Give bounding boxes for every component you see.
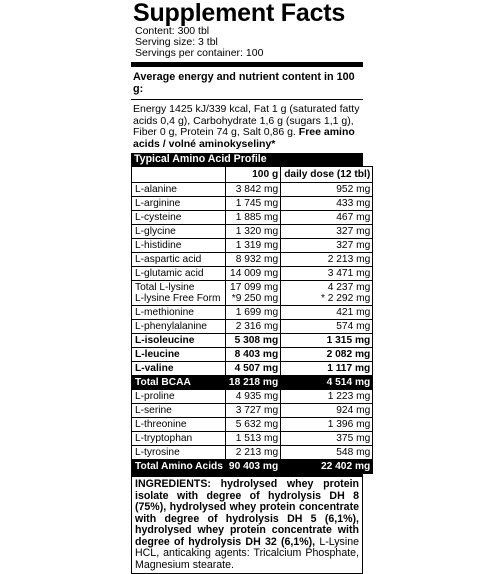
table-row xyxy=(132,334,373,348)
table-row xyxy=(132,390,373,404)
amino-name-cell xyxy=(132,334,226,348)
amount-100g-cell xyxy=(225,404,280,418)
amount-100g-cell-value: 18 218 mg xyxy=(228,377,279,388)
amount-100g-cell-value-secondary: *9 250 mg xyxy=(231,293,279,304)
amino-name-cell xyxy=(132,267,226,281)
amount-100g-cell-value: 4 507 mg xyxy=(234,363,279,374)
amount-100g-cell-value: 8 932 mg xyxy=(235,254,279,265)
daily-dose-cell xyxy=(281,225,373,239)
amount-100g-cell xyxy=(225,197,280,211)
amino-name-cell xyxy=(132,225,226,239)
amount-100g-cell-value: 2 213 mg xyxy=(235,447,279,458)
daily-dose-cell-value: 1 315 mg xyxy=(326,335,371,346)
daily-dose-cell xyxy=(281,404,373,418)
daily-dose-cell-value: 433 mg xyxy=(336,198,371,209)
amino-name-cell xyxy=(132,390,226,404)
amount-100g-cell xyxy=(225,362,280,376)
amino-name-cell xyxy=(132,306,226,320)
amount-100g-cell-value: 1 320 mg xyxy=(235,226,279,237)
daily-dose-cell-value: 1 117 mg xyxy=(327,363,371,374)
daily-dose-cell-value: 4 237 mg xyxy=(327,282,371,293)
daily-dose-cell xyxy=(281,334,373,348)
amino-name-cell-value: L-glycine xyxy=(135,226,176,237)
amino-name-cell-value: L-valine xyxy=(135,363,174,374)
table-row xyxy=(132,362,373,376)
daily-dose-cell-value: 952 mg xyxy=(336,184,371,195)
table-row xyxy=(132,267,373,281)
amino-name-cell-value: Total Amino Acids xyxy=(135,461,223,472)
amino-name-cell-value: L-isoleucine xyxy=(135,335,195,346)
amino-name-cell xyxy=(132,446,226,460)
daily-dose-cell xyxy=(281,446,373,460)
servings-line: Servings per container: 100 xyxy=(135,47,264,59)
amount-100g-cell xyxy=(225,239,280,253)
daily-dose-cell xyxy=(281,362,373,376)
amount-100g-cell-value: 1 885 mg xyxy=(235,212,279,223)
amount-100g-cell xyxy=(225,376,280,390)
daily-dose-cell-value: 22 402 mg xyxy=(320,461,371,472)
daily-dose-cell xyxy=(281,281,373,306)
daily-dose-cell-value: 1 396 mg xyxy=(327,419,371,430)
amino-acid-table xyxy=(131,166,373,474)
daily-dose-cell-value: 327 mg xyxy=(336,226,371,237)
amount-100g-cell-value: 3 727 mg xyxy=(235,405,279,416)
table-row xyxy=(132,183,373,197)
amount-100g-cell-value: 14 009 mg xyxy=(230,268,279,279)
amino-profile-heading: Typical Amino Acid Profile xyxy=(131,153,363,166)
amount-100g-cell xyxy=(225,348,280,362)
amino-name-cell-value: Total BCAA xyxy=(135,377,191,388)
table-row xyxy=(132,197,373,211)
amino-name-cell-value-secondary: L-lysine Free Form xyxy=(135,293,221,304)
amount-100g-cell-value: 4 935 mg xyxy=(235,391,279,402)
daily-dose-cell-value: 327 mg xyxy=(336,240,371,251)
energy-heading: Average energy and nutrient content in 100 g: xyxy=(131,67,363,100)
table-row xyxy=(132,460,373,474)
amount-100g-cell-value: 3 842 mg xyxy=(235,184,279,195)
table-row xyxy=(132,418,373,432)
amount-100g-cell xyxy=(225,211,280,225)
table-row xyxy=(132,211,373,225)
amino-name-cell xyxy=(132,404,226,418)
table-row xyxy=(132,446,373,460)
daily-dose-cell-value: 421 mg xyxy=(336,307,371,318)
amino-name-cell xyxy=(132,211,226,225)
table-row xyxy=(132,281,373,306)
table-row xyxy=(132,306,373,320)
amount-100g-cell xyxy=(225,432,280,446)
amount-100g-cell xyxy=(225,306,280,320)
amino-name-cell-value: Total L-lysine xyxy=(135,282,195,293)
ingredients-bold-text: INGREDIENTS: hydrolysed whey protein isolate with degree of hydrolysis DH 8 (75%), hydrolysed whey protein concentrate with degree of hydrolysis DH 5 (6,1%), hydrolysed whey protein concentrate with degree of hydrolysis DH 32 (6,1%), xyxy=(135,478,359,548)
daily-dose-cell-value: 4 514 mg xyxy=(326,377,371,388)
amino-name-cell-value: L-aspartic acid xyxy=(135,254,202,265)
daily-dose-cell xyxy=(281,239,373,253)
amount-100g-cell xyxy=(225,183,280,197)
daily-dose-cell xyxy=(281,197,373,211)
amount-100g-cell xyxy=(225,253,280,267)
table-row xyxy=(132,376,373,390)
daily-dose-cell-value: 467 mg xyxy=(336,212,371,223)
header-name-cell xyxy=(132,167,226,183)
amount-100g-cell-value: 1 319 mg xyxy=(235,240,279,251)
daily-dose-cell xyxy=(281,418,373,432)
daily-dose-cell xyxy=(281,253,373,267)
free-amino-note: Free amino acids / volné aminokyseliny* xyxy=(133,126,355,150)
daily-dose-cell-value: 2 082 mg xyxy=(326,349,371,360)
amount-100g-cell xyxy=(225,418,280,432)
daily-dose-cell-value: 924 mg xyxy=(336,405,371,416)
amount-100g-cell-value: 90 403 mg xyxy=(228,461,279,472)
amino-name-cell-value: L-tyrosine xyxy=(135,447,180,458)
amount-100g-cell xyxy=(225,281,280,306)
amino-name-cell xyxy=(132,432,226,446)
amino-name-cell xyxy=(132,376,226,390)
amount-100g-cell-value: 2 316 mg xyxy=(235,321,279,332)
amino-name-cell-value: L-threonine xyxy=(135,419,187,430)
amino-name-cell-value: L-arginine xyxy=(135,198,181,209)
label-title: Supplement Facts xyxy=(133,0,346,27)
amino-name-cell-value: L-methionine xyxy=(135,307,194,318)
amount-100g-cell-value: 5 308 mg xyxy=(234,335,279,346)
amino-name-cell xyxy=(132,183,226,197)
table-row xyxy=(132,239,373,253)
amount-100g-cell xyxy=(225,267,280,281)
amino-name-cell xyxy=(132,362,226,376)
daily-dose-cell xyxy=(281,183,373,197)
header-daily-dose: daily dose (12 tbl) xyxy=(281,167,373,183)
amount-100g-cell-value: 1 745 mg xyxy=(235,198,279,209)
table-row xyxy=(132,320,373,334)
amount-100g-cell xyxy=(225,334,280,348)
amino-name-cell-value: L-glutamic acid xyxy=(135,268,204,279)
amino-name-cell xyxy=(132,239,226,253)
ingredients-normal-text: L-Lysine HCL, anticaking agents: Tricalcium Phosphate, Magnesium stearate. xyxy=(135,535,359,571)
daily-dose-cell-value: 1 223 mg xyxy=(327,391,371,402)
daily-dose-cell-value: 375 mg xyxy=(336,433,371,444)
amino-name-cell xyxy=(132,320,226,334)
amino-name-cell xyxy=(132,418,226,432)
amino-name-cell-value: L-proline xyxy=(135,391,175,402)
daily-dose-cell xyxy=(281,432,373,446)
table-row xyxy=(132,253,373,267)
amino-name-cell xyxy=(132,460,226,474)
amino-name-cell xyxy=(132,281,226,306)
supplement-facts-label xyxy=(131,0,371,574)
amino-name-cell-value: L-cysteine xyxy=(135,212,182,223)
amino-name-cell xyxy=(132,348,226,362)
amount-100g-cell xyxy=(225,460,280,474)
ingredients-box xyxy=(131,474,363,574)
amount-100g-cell-value: 5 632 mg xyxy=(235,419,279,430)
daily-dose-cell-value: 2 213 mg xyxy=(327,254,371,265)
daily-dose-cell-value: 3 471 mg xyxy=(327,268,371,279)
table-row xyxy=(132,348,373,362)
daily-dose-cell xyxy=(281,390,373,404)
amount-100g-cell xyxy=(225,225,280,239)
daily-dose-cell xyxy=(281,267,373,281)
table-row xyxy=(132,404,373,418)
daily-dose-cell-value: 574 mg xyxy=(336,321,371,332)
amino-name-cell xyxy=(132,253,226,267)
amino-table-body xyxy=(132,183,373,474)
daily-dose-cell xyxy=(281,211,373,225)
amino-name-cell-value: L-phenylalanine xyxy=(135,321,207,332)
amount-100g-cell-value: 1 513 mg xyxy=(235,433,279,444)
serving-size-line: Serving size: 3 tbl xyxy=(135,36,218,48)
amino-name-cell-value: L-leucine xyxy=(135,349,180,360)
table-row xyxy=(132,225,373,239)
amino-name-cell xyxy=(132,197,226,211)
daily-dose-cell xyxy=(281,376,373,390)
daily-dose-cell xyxy=(281,306,373,320)
amount-100g-cell xyxy=(225,320,280,334)
energy-text xyxy=(131,100,363,152)
energy-values: Energy 1425 kJ/339 kcal, Fat 1 g (saturated fatty acids 0,4 g), Carbohydrate 1,6 g (sugars 1,1 g), Fiber 0 g, Protein 74 g, Salt 0,86 g. xyxy=(133,103,360,138)
amino-name-cell-value: L-serine xyxy=(135,405,172,416)
amount-100g-cell-value: 8 403 mg xyxy=(234,349,279,360)
daily-dose-cell-value: 548 mg xyxy=(336,447,371,458)
amount-100g-cell-value: 1 699 mg xyxy=(235,307,279,318)
amino-name-cell-value: L-histidine xyxy=(135,240,182,251)
daily-dose-cell-value-secondary: * 2 292 mg xyxy=(320,293,371,304)
table-row xyxy=(132,432,373,446)
amino-name-cell-value: L-alanine xyxy=(135,184,177,195)
amount-100g-cell-value: 17 099 mg xyxy=(230,282,279,293)
table-header-row xyxy=(132,167,373,183)
daily-dose-cell xyxy=(281,348,373,362)
daily-dose-cell xyxy=(281,460,373,474)
amount-100g-cell xyxy=(225,390,280,404)
daily-dose-cell xyxy=(281,320,373,334)
content-line: Content: 300 tbl xyxy=(135,25,210,37)
header-100g: 100 g xyxy=(225,167,280,183)
amount-100g-cell xyxy=(225,446,280,460)
amino-name-cell-value: L-tryptophan xyxy=(135,433,193,444)
